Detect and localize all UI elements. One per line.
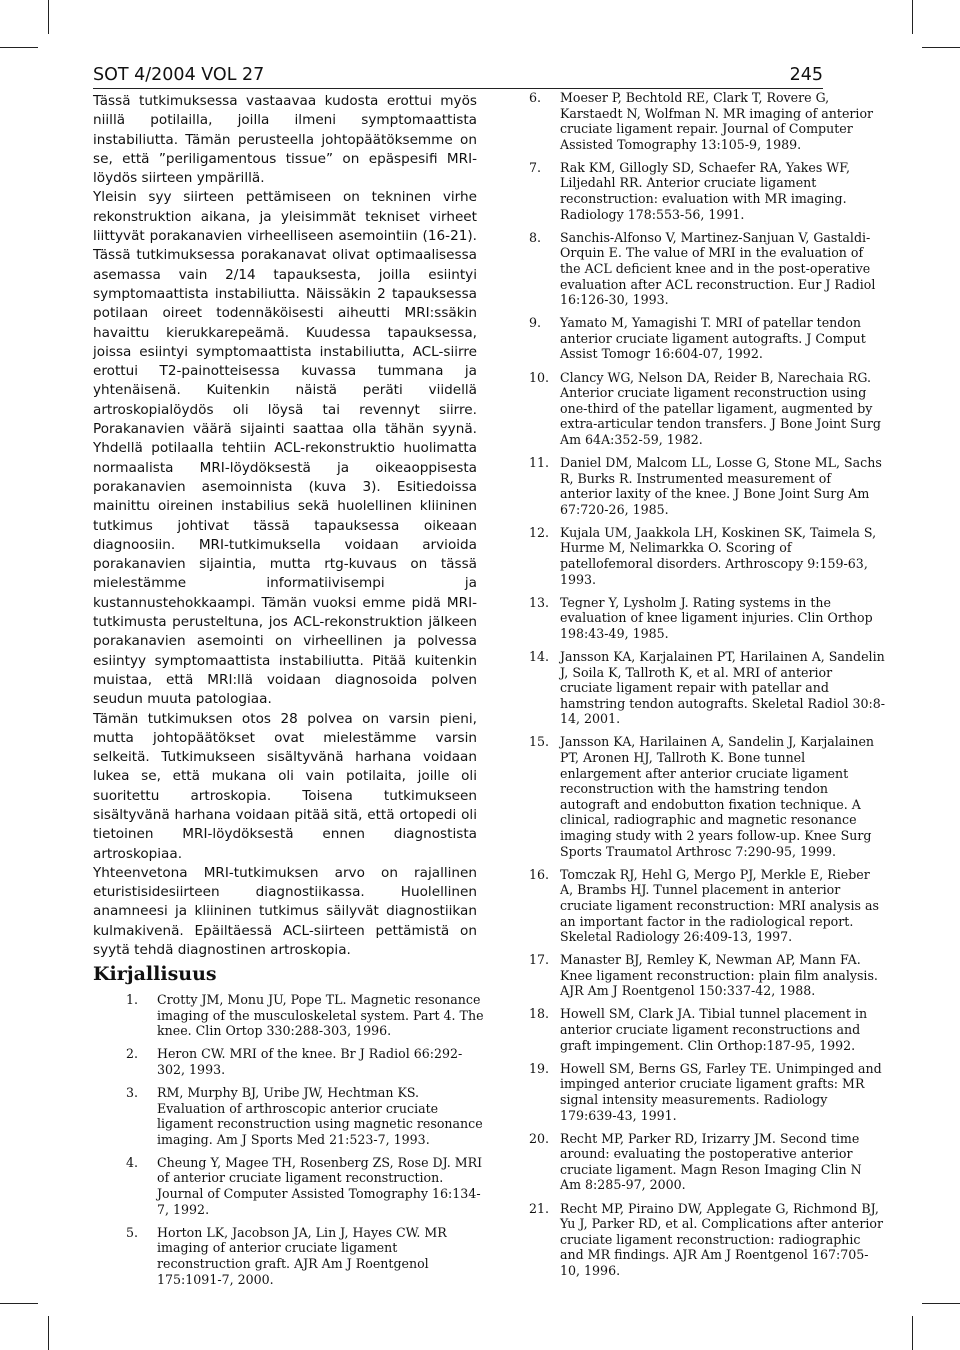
reference-number: 11. xyxy=(529,454,550,470)
page-number: 245 xyxy=(789,65,823,85)
reference-item xyxy=(126,1225,486,1287)
reference-text: Recht MP, Parker RD, Irizarry JM. Second time around: evaluating the postoperative anterior cruciate ligament. Magn Reson Imaging Clin N Am 8:285-97, 2000. xyxy=(560,1130,862,1193)
crop-mark xyxy=(0,1303,38,1304)
reference-number: 3. xyxy=(126,1084,139,1100)
reference-item xyxy=(529,370,886,448)
reference-text: Manaster BJ, Remley K, Newman AP, Mann FA. Knee ligament reconstruction: plain film analysis. AJR Am J Roentgenol 150:337-42, 1988. xyxy=(560,952,878,999)
journal-title: SOT 4/2004 VOL 27 xyxy=(93,65,265,85)
reference-item xyxy=(529,867,886,945)
reference-item xyxy=(529,952,886,999)
reference-text: Rak KM, Gillogly SD, Schaefer RA, Yakes WF, Liljedahl RR. Anterior cruciate ligament reconstruction: evaluation with MR imaging. Radiology 178:553-56, 1991. xyxy=(560,159,851,222)
reference-number: 4. xyxy=(126,1154,139,1170)
reference-number: 9. xyxy=(529,315,542,331)
reference-text: Crotty JM, Monu JU, Pope TL. Magnetic resonance imaging of the musculoskeletal system. Part 4. The knee. Clin Ortop 330:288-303, 1996. xyxy=(157,992,484,1039)
reference-text: Howell SM, Clark JA. Tibial tunnel placement in anterior cruciate ligament reconstructions and graft impingement. Clin Orthop:187-95, 1992. xyxy=(560,1006,868,1053)
references-list-right xyxy=(529,90,886,1286)
crop-mark xyxy=(48,1316,49,1350)
reference-text: Sanchis-Alfonso V, Martinez-Sanjuan V, Gastaldi-Orquin E. The value of MRI in the evaluation of the ACL deficient knee and in the post-operative evaluation after ACL reconstruction. Eur J Radiol 16:126-30, 1993. xyxy=(560,229,876,308)
reference-number: 12. xyxy=(529,524,550,540)
reference-item xyxy=(529,230,886,308)
reference-number: 20. xyxy=(529,1130,550,1146)
reference-text: Howell SM, Berns GS, Farley TE. Unimpinged and impinged anterior cruciate ligament grafts: MR signal intensity measurements. Radiology 179:639-43, 1991. xyxy=(560,1060,882,1123)
reference-text: Moeser P, Bechtold RE, Clark T, Rovere G, Karstaedt N, Wolfman N. MR imaging of anterior cruciate ligament repair. Journal of Computer Assisted Tomography 13:105-9, 1989. xyxy=(560,90,874,152)
reference-item xyxy=(126,1046,486,1077)
reference-item xyxy=(529,160,886,222)
reference-text: Daniel DM, Malcom LL, Losse G, Stone ML, Sachs R, Burks R. Instrumented measurement of anterior laxity of the knee. J Bone Joint Surg Am 67:720-26, 1985. xyxy=(560,454,882,517)
crop-mark xyxy=(922,47,960,48)
reference-text: Tegner Y, Lysholm J. Rating systems in the evaluation of knee ligament injuries. Clin Orthop 198:43-49, 1985. xyxy=(560,594,873,641)
reference-text: Tomczak RJ, Hehl G, Mergo PJ, Merkle E, Rieber A, Brambs HJ. Tunnel placement in anterior cruciate ligament reconstruction: MRI analysis as an important factor in the radiological report. Skeletal Radiology 26:409-13, 1997. xyxy=(560,866,879,945)
reference-number: 5. xyxy=(126,1224,139,1240)
body-paragraph: Tässä tutkimuksessa vastaavaa kudosta erottui myös niillä potilailla, joilla ilmeni symptomaattista instabiliutta. Tämän perusteella johtopäätöksemme on se, että ”periligamentous tissue” on epäspesifi MRI-löydös siirteen ympärillä. xyxy=(93,93,477,187)
reference-text: Jansson KA, Karjalainen PT, Harilainen A, Sandelin J, Soila K, Tallroth K, et al. MRI of anterior cruciate ligament repair with patellar and hamstring tendon autografts. Skeletal Radiol 30:8-14, 2001. xyxy=(560,649,886,727)
reference-item xyxy=(529,595,886,642)
reference-item xyxy=(529,1201,886,1279)
reference-item xyxy=(529,525,886,587)
reference-number: 17. xyxy=(529,952,550,968)
crop-mark xyxy=(922,1303,960,1304)
body-paragraph: Yleisin syy siirteen pettämiseen on tekninen virhe rekonstruktion aikana, ja yleisimmät tekniset virheet liittyvät porakanavien virheelliseen asemointiin (16-21). Tässä tutkimuksessa porakanavat olivat optimaalisessa asemassa vain 2/14 tapauksesta, joilla esiintyi symptomaattista instabiliutta. Näissäkin 2 tapauksessa potilaan oireet todennäköisesti aiheutti MRI:ssäkin havaittu kierukkarepeämä. Kuudessa tapauksessa, joissa esiintyi symptomaattista instabiliutta, ACL-siirre erottui T2-painotteisessa kuvassa tummana ja yhtenäisenä. Kuitenkin näistä peräti viidellä artroskopialöydös oli löysä tai revennyt siirre. Porakanavien väärä sijainti saattaa olla tähän syynä. Yhdellä potilaalla tehtiin ACL-rekonstruktio huolimatta normaalista MRI-löydöksestä ja oikeaoppisesta porakanavien asemoinnista (kuva 3). Esitiedoissa mainittu oireinen instabilius sekä huolellinen kliininen tutkimus johtivat tässä tapauksessa oikeaan diagnoosiin. MRI-tutkimuksella voidaan arvioida porakanavien sijaintia, mutta rtg-kuvaus on tässä mielestämme informatiivisempi ja kustannustehokkaampi. Tämän vuoksi emme pidä MRI-tutkimusta perusteltuna, jos ACL-rekonstruktion jälkeen porakanavien asemointi on virheellinen ja polvessa esiintyy symptomaattista instabiliutta. Pitää kuitenkin muistaa, että MRI:llä voidaan diagnosoida polven seudun muuta patologiaa. xyxy=(93,189,477,708)
reference-number: 19. xyxy=(529,1060,550,1076)
reference-text: Heron CW. MRI of the knee. Br J Radiol 66:292-302, 1993. xyxy=(157,1046,463,1077)
crop-mark xyxy=(912,1316,913,1350)
crop-mark xyxy=(0,47,38,48)
reference-text: Horton LK, Jacobson JA, Lin J, Hayes CW. MR imaging of anterior cruciate ligament reconstruction graft. AJR Am J Roentgenol 175:1091-7, 2000. xyxy=(157,1224,447,1287)
reference-number: 1. xyxy=(126,992,139,1007)
reference-text: Jansson KA, Harilainen A, Sandelin J, Karjalainen PT, Aronen HJ, Tallroth K. Bone tunnel enlargement after anterior cruciate ligament reconstruction with the hamstring tendon autograft and endobutton fixation technique. A clinical, radiographic and magnetic resonance imaging study with 2 years follow-up. Knee Surg Sports Traumatol Arthrosc 7:290-95, 1999. xyxy=(560,734,875,859)
reference-text: Kujala UM, Jaakkola LH, Koskinen SK, Taimela S, Hurme M, Nelimarkka O. Scoring of patellofemoral disorders. Arthroscopy 9:159-63, 1993. xyxy=(560,524,877,587)
reference-item xyxy=(529,455,886,517)
reference-item xyxy=(529,315,886,362)
reference-number: 6. xyxy=(529,90,542,105)
reference-item xyxy=(529,649,886,727)
reference-number: 15. xyxy=(529,734,550,750)
reference-item xyxy=(126,1085,486,1147)
reference-number: 14. xyxy=(529,649,550,664)
reference-number: 7. xyxy=(529,159,542,175)
body-paragraph: Yhteenvetona MRI-tutkimuksen arvo on rajallinen eturistisidesiirteen diagnostiikassa. Huolellinen anamneesi ja kliininen tutkimus säilyvät diagnostiikan kulmakivenä. Epäiltäessä ACL-siirteen pettämistä on syytä tehdä diagnostinen artroskopia. xyxy=(93,864,477,959)
reference-text: Cheung Y, Magee TH, Rosenberg ZS, Rose DJ. MRI of anterior cruciate ligament reconstruction. Journal of Computer Assisted Tomography 16:134-7, 1992. xyxy=(157,1154,483,1217)
reference-text: Clancy WG, Nelson DA, Reider B, Narechaia RG. Anterior cruciate ligament reconstruction using one-third of the patellar ligament, augmented by extra-articular tendon transfers. J Bone Joint Surg Am 64A:352-59, 1982. xyxy=(560,369,881,447)
references-list-left xyxy=(126,992,486,1295)
reference-number: 16. xyxy=(529,866,550,882)
reference-text: Yamato M, Yamagishi T. MRI of patellar tendon anterior cruciate ligament autografts. J Comput Assist Tomogr 16:604-07, 1992. xyxy=(560,315,866,362)
body-paragraph: Tämän tutkimuksen otos 28 polvea on varsin pieni, mutta johtopäätökset ovat mielestämme varsin selkeitä. Tutkimukseen sisältyvänä harhana voidaan lukea se, että mukana oli vain potilaita, joille oli suoritettu artroskopia. Toisena tutkimukseen sisältyvänä harhana voidaan pitää sitä, että ortopedi oli tietoinen MRI-löydöksestä ennen diagnostista artroskopiaa. xyxy=(93,710,477,862)
reference-item xyxy=(529,1131,886,1193)
reference-number: 8. xyxy=(529,229,542,245)
reference-item xyxy=(529,1006,886,1053)
crop-mark xyxy=(912,0,913,34)
reference-number: 13. xyxy=(529,594,550,610)
reference-text: Recht MP, Piraino DW, Applegate G, Richmond BJ, Yu J, Parker RD, et al. Complications after anterior cruciate ligament reconstruction: radiographic and MR findings. AJR Am J Roentgenol 167:705-10, 1996. xyxy=(560,1200,883,1278)
reference-text: RM, Murphy BJ, Uribe JW, Hechtman KS. Evaluation of arthroscopic anterior cruciate ligament reconstruction using magnetic resonance imaging. Am J Sports Med 21:523-7, 1993. xyxy=(157,1084,483,1147)
running-header xyxy=(93,64,823,89)
reference-number: 21. xyxy=(529,1200,550,1216)
reference-number: 2. xyxy=(126,1046,139,1062)
reference-item xyxy=(529,734,886,859)
reference-item xyxy=(529,90,886,152)
reference-item xyxy=(126,992,486,1039)
reference-item xyxy=(126,1155,486,1217)
body-text-column xyxy=(93,92,477,960)
reference-item xyxy=(529,1061,886,1123)
references-heading: Kirjallisuus xyxy=(93,963,217,985)
crop-mark xyxy=(48,0,49,34)
reference-number: 10. xyxy=(529,369,550,385)
reference-number: 18. xyxy=(529,1006,550,1022)
